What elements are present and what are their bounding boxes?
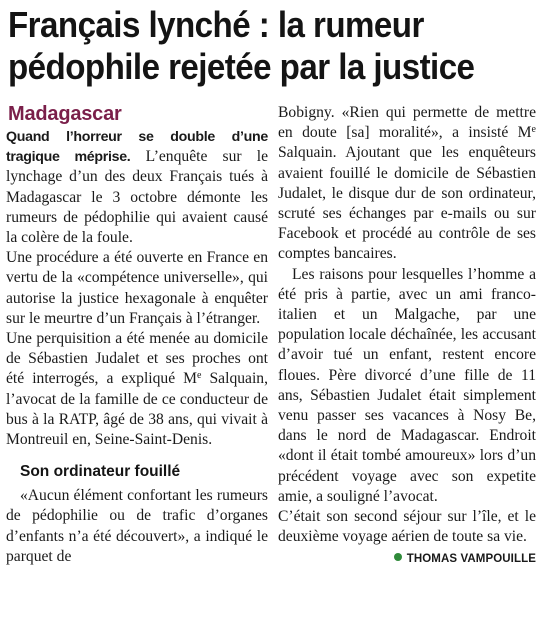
paragraph-perquisition bbox=[6, 329, 268, 450]
article-headline bbox=[8, 4, 494, 88]
article-column-left bbox=[6, 102, 268, 567]
raisons-text-b: Père divorcé d’une fille de 11 ans, Sébastien Judalet était simplement venu passer ses vacances à Nosy Be, dans le nord de Madagascar. Endroit «dont il était tombé amoureux» lors d’un précédent voyage avec son expetite amie, a souligné l’avocat. bbox=[278, 366, 536, 505]
section-kicker: Madagascar bbox=[8, 103, 122, 125]
parquet-cont-text-b: Salquain. Ajoutant que les enquêteurs avaient fouillé le domicile de Sébastien Judalet, le disque dur de son ordinateur, scruté ses échanges par e-mails ou sur Facebook et procédé au contrôle de ses comptes bancaires. bbox=[278, 144, 536, 263]
headline-line-1: Français lynché : la rumeur bbox=[8, 4, 424, 45]
raisons-text: Les raisons pour lesquelles l’homme a été pris à partie, avec un ami franco-italien et un Malgache, par une population locale déchaînée, les accusant d’avoir tué un enfant, restent encore floues. bbox=[278, 265, 536, 384]
superscript-e: e bbox=[197, 370, 202, 382]
lead-sentence: Quand l’horreur se double d’une tragique méprise. bbox=[6, 129, 268, 166]
article-column-right bbox=[278, 103, 536, 570]
byline-bullet-icon bbox=[394, 553, 402, 561]
byline-author: THOMAS VAMPOUILLE bbox=[406, 553, 536, 566]
intro-text: L’enquête sur le lynchage d’un des deux Français tués à Madagascar le 3 octobre démonte les rumeurs de pédophilie qui avaient causé la colère de la foule. bbox=[6, 148, 269, 247]
superscript-e-2: e bbox=[531, 124, 536, 136]
paragraph-raisons bbox=[278, 265, 536, 507]
perquisition-text-a: Une perquisition a été menée au domicile de Sébastien Judalet et ses proches ont été interrogés, a expliqué M bbox=[6, 330, 268, 388]
subheading: Son ordinateur fouillé bbox=[20, 463, 181, 481]
paragraph-procedure: Une procédure a été ouverte en France en vertu de la «compétence universelle», qui autorise la justice hexagonale à enquêter sur le meurtre d’un Français à l’étranger. bbox=[6, 249, 268, 327]
byline bbox=[394, 549, 536, 569]
paragraph-sejour bbox=[278, 507, 536, 566]
parquet-cont-text-a: Bobigny. «Rien qui permette de mettre en doute [sa] moralité», a insisté M bbox=[278, 104, 536, 142]
perquisition-text-b: Salquain, l’avocat de la famille de ce conducteur de bus à la RATP, âgé de 38 ans, qui vivait à Montreuil en, Seine-Saint-Denis. bbox=[6, 370, 268, 449]
sejour-text: C’était son second séjour sur l’île, et le deuxième voyage aérien de toute sa vie. bbox=[278, 508, 536, 546]
paragraph-parquet: «Aucun élément confortant les rumeurs de pédophilie ou de trafic d’organes d’enfants n’a été découvert», a indiqué le parquet de bbox=[6, 487, 268, 565]
paragraph-intro bbox=[6, 127, 268, 248]
headline-line-2: pédophile rejetée par la justice bbox=[8, 46, 475, 87]
paragraph-parquet-continued bbox=[278, 103, 536, 265]
